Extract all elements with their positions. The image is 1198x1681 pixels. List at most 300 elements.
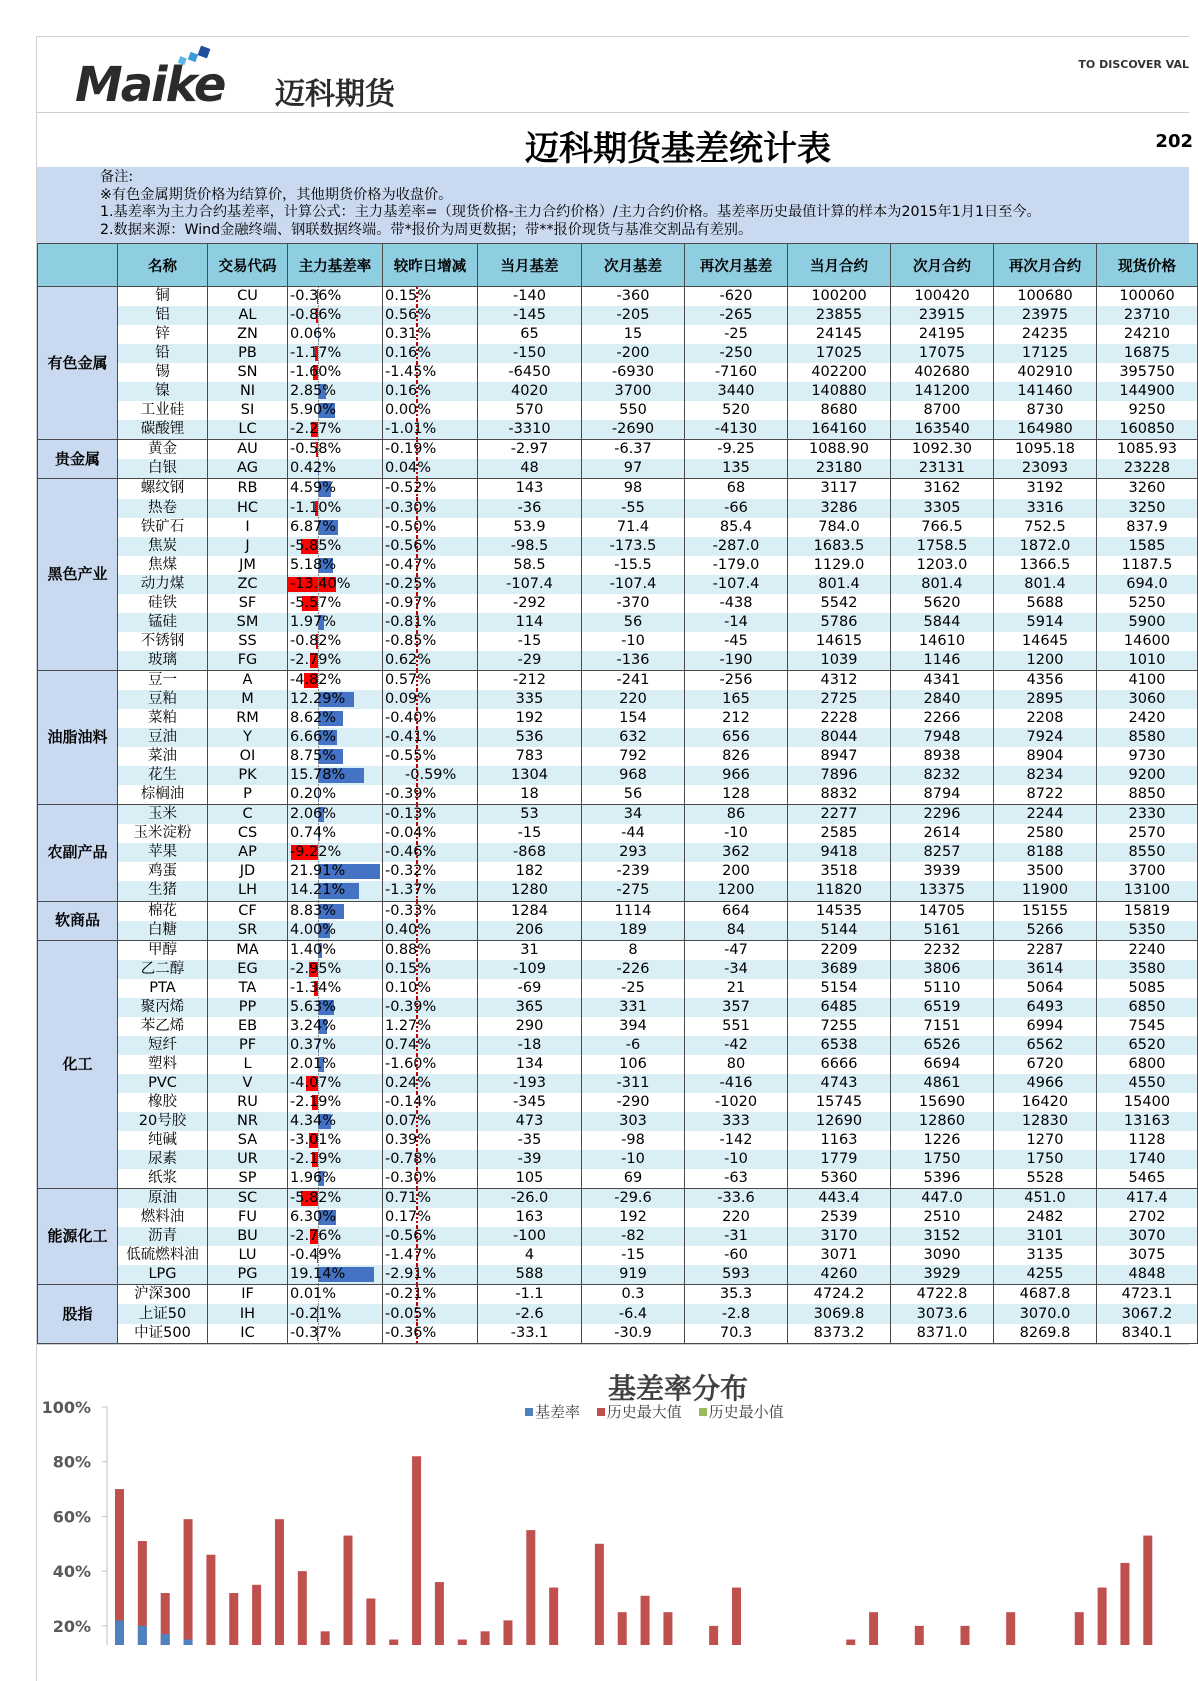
value-c1: 3689 bbox=[788, 960, 891, 979]
daily-change-value: 0.04% bbox=[385, 460, 431, 476]
basis-rate-cell bbox=[288, 1055, 383, 1074]
daily-change-cell bbox=[383, 1208, 478, 1227]
value-b2: -98 bbox=[582, 1131, 685, 1150]
value-c1: 3170 bbox=[788, 1227, 891, 1246]
value-spot: 3070 bbox=[1097, 1227, 1198, 1246]
max-bar bbox=[526, 1530, 535, 1645]
basis-rate-value: 0.06% bbox=[290, 326, 336, 342]
column-header-4: 较昨日增减 bbox=[383, 244, 478, 287]
value-c1: 1039 bbox=[788, 651, 891, 671]
max-bar bbox=[252, 1584, 261, 1644]
product-name: 上证50 bbox=[118, 1304, 208, 1323]
daily-change-value: 0.62% bbox=[385, 652, 431, 668]
y-tick-label: 60% bbox=[53, 1507, 91, 1526]
value-c2: 3939 bbox=[891, 862, 994, 881]
value-b2: -205 bbox=[582, 306, 685, 325]
value-c2: 5620 bbox=[891, 594, 994, 613]
value-spot: 5250 bbox=[1097, 594, 1198, 613]
table-row bbox=[38, 1055, 1198, 1074]
basis-rate-cell bbox=[288, 420, 383, 440]
basis-rate-cell bbox=[288, 499, 383, 518]
daily-change-cell bbox=[383, 1285, 478, 1305]
value-c3: 8188 bbox=[994, 843, 1097, 862]
value-c3: 1366.5 bbox=[994, 556, 1097, 575]
table-row bbox=[38, 1169, 1198, 1189]
value-c3: 1750 bbox=[994, 1150, 1097, 1169]
table-row bbox=[38, 901, 1198, 921]
value-spot: 3067.2 bbox=[1097, 1304, 1198, 1323]
value-b1: 163 bbox=[478, 1208, 582, 1227]
daily-change-value: -0.81% bbox=[385, 614, 436, 630]
value-c2: 1226 bbox=[891, 1131, 994, 1150]
basis-rate-value: 5.90% bbox=[290, 402, 336, 418]
value-c2: 12860 bbox=[891, 1112, 994, 1131]
trade-code: TA bbox=[208, 979, 288, 998]
value-spot: 5085 bbox=[1097, 979, 1198, 998]
value-c3: 3135 bbox=[994, 1246, 1097, 1265]
daily-change-value: 0.17% bbox=[385, 1209, 431, 1225]
product-name: 纯碱 bbox=[118, 1131, 208, 1150]
value-b1: 1280 bbox=[478, 881, 582, 901]
trade-code: SC bbox=[208, 1189, 288, 1209]
chart-title: 基差率分布 bbox=[37, 1367, 1189, 1407]
value-spot: 5900 bbox=[1097, 613, 1198, 632]
basis-rate-value: -3.01% bbox=[290, 1132, 341, 1148]
table-row bbox=[38, 766, 1198, 785]
daily-change-cell bbox=[383, 670, 478, 690]
max-bar bbox=[1075, 1612, 1084, 1645]
value-c2: 8794 bbox=[891, 785, 994, 805]
daily-change-cell bbox=[383, 940, 478, 960]
value-c2: 766.5 bbox=[891, 518, 994, 537]
product-name: 焦煤 bbox=[118, 556, 208, 575]
value-b2: 792 bbox=[582, 747, 685, 766]
value-b2: 1114 bbox=[582, 901, 685, 921]
value-b1: -6450 bbox=[478, 363, 582, 382]
basis-rate-value: -0.36% bbox=[290, 288, 341, 304]
trade-code: IC bbox=[208, 1324, 288, 1344]
value-b1: -100 bbox=[478, 1227, 582, 1246]
value-b2: 69 bbox=[582, 1169, 685, 1189]
column-header-1: 名称 bbox=[118, 244, 208, 287]
value-b3: 212 bbox=[685, 709, 788, 728]
value-b1: -18 bbox=[478, 1036, 582, 1055]
product-name: 沥青 bbox=[118, 1227, 208, 1246]
value-spot: 9250 bbox=[1097, 401, 1198, 420]
value-c3: 1872.0 bbox=[994, 537, 1097, 556]
value-c1: 12690 bbox=[788, 1112, 891, 1131]
value-b2: -6930 bbox=[582, 363, 685, 382]
daily-change-cell bbox=[383, 1227, 478, 1246]
basis-rate-cell bbox=[288, 979, 383, 998]
value-b2: 632 bbox=[582, 728, 685, 747]
daily-change-value: 0.16% bbox=[385, 383, 431, 399]
value-c2: 1146 bbox=[891, 651, 994, 671]
daily-change-cell bbox=[383, 921, 478, 941]
value-c2: 141200 bbox=[891, 382, 994, 401]
legend-label-rate: 基差率 bbox=[535, 1403, 580, 1421]
rate-bar bbox=[115, 1620, 124, 1645]
trade-code: FG bbox=[208, 651, 288, 671]
value-b3: 85.4 bbox=[685, 518, 788, 537]
trade-code: LC bbox=[208, 420, 288, 440]
value-c3: 402910 bbox=[994, 363, 1097, 382]
trade-code: L bbox=[208, 1055, 288, 1074]
value-c2: 17075 bbox=[891, 344, 994, 363]
basis-rate-value: 8.62% bbox=[290, 710, 336, 726]
value-c2: 2266 bbox=[891, 709, 994, 728]
value-b3: 357 bbox=[685, 998, 788, 1017]
basis-rate-value: 0.01% bbox=[290, 1286, 336, 1302]
value-b2: -370 bbox=[582, 594, 685, 613]
basis-rate-cell bbox=[288, 1324, 383, 1344]
value-spot: 15400 bbox=[1097, 1093, 1198, 1112]
value-spot: 9200 bbox=[1097, 766, 1198, 785]
value-c2: 2232 bbox=[891, 940, 994, 960]
basis-rate-value: -0.37% bbox=[290, 1325, 341, 1341]
value-b3: 68 bbox=[685, 479, 788, 499]
value-c2: 4722.8 bbox=[891, 1285, 994, 1305]
value-c1: 164160 bbox=[788, 420, 891, 440]
value-c1: 2585 bbox=[788, 824, 891, 843]
value-b2: 106 bbox=[582, 1055, 685, 1074]
y-tick-label: 40% bbox=[53, 1562, 91, 1581]
trade-code: AU bbox=[208, 440, 288, 460]
value-c2: 6519 bbox=[891, 998, 994, 1017]
value-c1: 402200 bbox=[788, 363, 891, 382]
value-b1: 290 bbox=[478, 1017, 582, 1036]
value-c2: 7151 bbox=[891, 1017, 994, 1036]
value-spot: 1740 bbox=[1097, 1150, 1198, 1169]
daily-change-value: 0.09% bbox=[385, 691, 431, 707]
value-c3: 3500 bbox=[994, 862, 1097, 881]
value-b1: 58.5 bbox=[478, 556, 582, 575]
value-b1: -140 bbox=[478, 287, 582, 307]
value-c3: 2287 bbox=[994, 940, 1097, 960]
value-c1: 17025 bbox=[788, 344, 891, 363]
value-c1: 4724.2 bbox=[788, 1285, 891, 1305]
daily-change-value: 0.16% bbox=[385, 345, 431, 361]
value-b3: 333 bbox=[685, 1112, 788, 1131]
basis-rate-cell bbox=[288, 363, 383, 382]
daily-change-cell bbox=[383, 479, 478, 499]
trade-code: JD bbox=[208, 862, 288, 881]
value-spot: 9730 bbox=[1097, 747, 1198, 766]
value-spot: 3260 bbox=[1097, 479, 1198, 499]
daily-change-cell bbox=[383, 325, 478, 344]
trade-code: SS bbox=[208, 632, 288, 651]
basis-rate-value: -13.40% bbox=[290, 576, 351, 592]
daily-change-cell bbox=[383, 556, 478, 575]
max-bar bbox=[366, 1598, 375, 1645]
value-b3: 826 bbox=[685, 747, 788, 766]
basis-rate-value: -4.82% bbox=[290, 672, 341, 688]
daily-change-cell bbox=[383, 1074, 478, 1093]
value-b2: 192 bbox=[582, 1208, 685, 1227]
max-bar bbox=[1098, 1587, 1107, 1644]
daily-change-cell bbox=[383, 998, 478, 1017]
max-bar bbox=[1120, 1563, 1129, 1645]
trade-code: C bbox=[208, 805, 288, 825]
value-b3: -60 bbox=[685, 1246, 788, 1265]
basis-rate-value: 12.29% bbox=[290, 691, 345, 707]
value-c3: 7924 bbox=[994, 728, 1097, 747]
daily-change-value: -0.25% bbox=[385, 576, 436, 592]
max-bar bbox=[229, 1593, 238, 1645]
table-row bbox=[38, 1112, 1198, 1131]
daily-change-value: -0.50% bbox=[385, 519, 436, 535]
basis-rate-cell bbox=[288, 440, 383, 460]
daily-change-value: 0.39% bbox=[385, 1132, 431, 1148]
value-spot: 2420 bbox=[1097, 709, 1198, 728]
max-bar bbox=[732, 1587, 741, 1644]
value-b1: 1304 bbox=[478, 766, 582, 785]
trade-code: ZC bbox=[208, 575, 288, 594]
column-header-7: 再次月基差 bbox=[685, 244, 788, 287]
max-bar bbox=[412, 1456, 421, 1645]
value-c1: 2277 bbox=[788, 805, 891, 825]
product-name: 原油 bbox=[118, 1189, 208, 1209]
value-b2: 293 bbox=[582, 843, 685, 862]
basis-rate-value: 19.14% bbox=[290, 1266, 345, 1282]
table-row bbox=[38, 306, 1198, 325]
value-b2: 550 bbox=[582, 401, 685, 420]
value-spot: 1585 bbox=[1097, 537, 1198, 556]
max-bar bbox=[458, 1639, 467, 1644]
product-name: 橡胶 bbox=[118, 1093, 208, 1112]
product-name: 镍 bbox=[118, 382, 208, 401]
rate-bar bbox=[161, 1634, 170, 1645]
daily-change-value: -1.37% bbox=[385, 882, 436, 898]
value-b2: -173.5 bbox=[582, 537, 685, 556]
basis-rate-value: 1.96% bbox=[290, 1170, 336, 1186]
daily-change-value: -0.56% bbox=[385, 538, 436, 554]
value-b1: 783 bbox=[478, 747, 582, 766]
trade-code: V bbox=[208, 1074, 288, 1093]
value-c3: 5914 bbox=[994, 613, 1097, 632]
value-c1: 3071 bbox=[788, 1246, 891, 1265]
value-b3: -66 bbox=[685, 499, 788, 518]
basis-rate-value: 0.74% bbox=[290, 825, 336, 841]
basis-rate-value: -0.21% bbox=[290, 1306, 341, 1322]
value-c1: 8947 bbox=[788, 747, 891, 766]
basis-rate-cell bbox=[288, 613, 383, 632]
value-b1: 48 bbox=[478, 459, 582, 479]
basis-rate-cell bbox=[288, 805, 383, 825]
daily-change-value: -0.32% bbox=[385, 863, 436, 879]
product-name: 苹果 bbox=[118, 843, 208, 862]
table-row bbox=[38, 556, 1198, 575]
value-spot: 395750 bbox=[1097, 363, 1198, 382]
basis-rate-value: -2.76% bbox=[290, 1228, 341, 1244]
value-c1: 6485 bbox=[788, 998, 891, 1017]
value-spot: 3700 bbox=[1097, 862, 1198, 881]
notes-box bbox=[37, 167, 1189, 243]
table-row bbox=[38, 862, 1198, 881]
value-b1: 192 bbox=[478, 709, 582, 728]
value-c3: 3614 bbox=[994, 960, 1097, 979]
value-c3: 6493 bbox=[994, 998, 1097, 1017]
product-name: 白糖 bbox=[118, 921, 208, 941]
value-c2: 8700 bbox=[891, 401, 994, 420]
value-c1: 100200 bbox=[788, 287, 891, 307]
daily-change-value: -0.56% bbox=[385, 1228, 436, 1244]
value-c2: 5110 bbox=[891, 979, 994, 998]
daily-change-cell bbox=[383, 344, 478, 363]
table-row bbox=[38, 1324, 1198, 1344]
product-name: 尿素 bbox=[118, 1150, 208, 1169]
daily-change-value: -0.55% bbox=[385, 748, 436, 764]
product-name: 燃料油 bbox=[118, 1208, 208, 1227]
daily-change-value: -0.39% bbox=[385, 786, 436, 802]
value-spot: 3060 bbox=[1097, 690, 1198, 709]
value-b2: -15.5 bbox=[582, 556, 685, 575]
value-c2: 3090 bbox=[891, 1246, 994, 1265]
value-b1: -69 bbox=[478, 979, 582, 998]
value-b1: -33.1 bbox=[478, 1324, 582, 1344]
max-bar bbox=[915, 1625, 924, 1644]
value-c2: 3152 bbox=[891, 1227, 994, 1246]
basis-rate-value: -4.07% bbox=[290, 1075, 341, 1091]
basis-rate-cell bbox=[288, 921, 383, 941]
basis-rate-value: 2.01% bbox=[290, 1056, 336, 1072]
daily-change-value: -0.40% bbox=[385, 710, 436, 726]
trade-code: P bbox=[208, 785, 288, 805]
value-c1: 8044 bbox=[788, 728, 891, 747]
value-c1: 6538 bbox=[788, 1036, 891, 1055]
basis-rate-cell bbox=[288, 1246, 383, 1265]
basis-rate-value: -0.49% bbox=[290, 1247, 341, 1263]
basis-rate-value: 6.66% bbox=[290, 729, 336, 745]
max-bar bbox=[503, 1620, 512, 1645]
trade-code: LH bbox=[208, 881, 288, 901]
daily-change-cell bbox=[383, 1017, 478, 1036]
daily-change-value: -0.85% bbox=[385, 633, 436, 649]
daily-change-cell bbox=[383, 1036, 478, 1055]
value-b2: -6.4 bbox=[582, 1304, 685, 1323]
value-c3: 2580 bbox=[994, 824, 1097, 843]
value-c2: 3162 bbox=[891, 479, 994, 499]
daily-change-value: -0.14% bbox=[385, 1094, 436, 1110]
daily-change-value: -0.30% bbox=[385, 500, 436, 516]
category-cell: 油脂油料 bbox=[38, 670, 118, 804]
basis-table bbox=[37, 243, 1198, 1344]
value-b1: 114 bbox=[478, 613, 582, 632]
value-b2: -107.4 bbox=[582, 575, 685, 594]
value-c2: 23131 bbox=[891, 459, 994, 479]
value-b3: -179.0 bbox=[685, 556, 788, 575]
basis-rate-cell bbox=[288, 690, 383, 709]
trade-code: SP bbox=[208, 1169, 288, 1189]
legend-label-min: 历史最小值 bbox=[709, 1403, 784, 1421]
value-c1: 1779 bbox=[788, 1150, 891, 1169]
value-c2: 163540 bbox=[891, 420, 994, 440]
trade-code: PF bbox=[208, 1036, 288, 1055]
value-b1: 31 bbox=[478, 940, 582, 960]
daily-change-cell bbox=[383, 499, 478, 518]
basis-rate-cell bbox=[288, 306, 383, 325]
product-name: 硅铁 bbox=[118, 594, 208, 613]
value-c1: 9418 bbox=[788, 843, 891, 862]
daily-change-cell bbox=[383, 785, 478, 805]
basis-rate-value: -1.17% bbox=[290, 345, 341, 361]
value-spot: 8340.1 bbox=[1097, 1324, 1198, 1344]
value-b1: 143 bbox=[478, 479, 582, 499]
basis-rate-cell bbox=[288, 728, 383, 747]
basis-rate-cell bbox=[288, 709, 383, 728]
daily-change-value: 0.15% bbox=[385, 288, 431, 304]
basis-rate-value: 8.75% bbox=[290, 748, 336, 764]
basis-rate-cell bbox=[288, 824, 383, 843]
trade-code: SM bbox=[208, 613, 288, 632]
value-c3: 6562 bbox=[994, 1036, 1097, 1055]
value-c3: 5528 bbox=[994, 1169, 1097, 1189]
value-b1: -292 bbox=[478, 594, 582, 613]
slogan: TO DISCOVER VAL bbox=[1078, 58, 1189, 71]
table-body bbox=[38, 287, 1198, 1344]
value-c1: 1129.0 bbox=[788, 556, 891, 575]
table-row bbox=[38, 1093, 1198, 1112]
value-c1: 8680 bbox=[788, 401, 891, 420]
value-c2: 13375 bbox=[891, 881, 994, 901]
value-b3: -4130 bbox=[685, 420, 788, 440]
daily-change-cell bbox=[383, 613, 478, 632]
value-c2: 2510 bbox=[891, 1208, 994, 1227]
basis-rate-cell bbox=[288, 901, 383, 921]
value-c3: 4966 bbox=[994, 1074, 1097, 1093]
value-b2: 919 bbox=[582, 1265, 685, 1285]
daily-change-cell bbox=[383, 1150, 478, 1169]
basis-rate-cell bbox=[288, 459, 383, 479]
value-b2: 303 bbox=[582, 1112, 685, 1131]
value-b3: -63 bbox=[685, 1169, 788, 1189]
product-name: PVC bbox=[118, 1074, 208, 1093]
report-header bbox=[37, 37, 1189, 113]
value-spot: 6800 bbox=[1097, 1055, 1198, 1074]
daily-change-value: -1.60% bbox=[385, 1056, 436, 1072]
basis-rate-cell bbox=[288, 518, 383, 537]
table-row bbox=[38, 1074, 1198, 1093]
daily-change-cell bbox=[383, 1112, 478, 1131]
value-c3: 6994 bbox=[994, 1017, 1097, 1036]
table-row bbox=[38, 518, 1198, 537]
basis-rate-cell bbox=[288, 382, 383, 401]
value-b3: 3440 bbox=[685, 382, 788, 401]
value-c3: 4356 bbox=[994, 670, 1097, 690]
product-name: LPG bbox=[118, 1265, 208, 1285]
value-c3: 8730 bbox=[994, 401, 1097, 420]
value-c3: 12830 bbox=[994, 1112, 1097, 1131]
value-c3: 14645 bbox=[994, 632, 1097, 651]
value-b2: -239 bbox=[582, 862, 685, 881]
value-spot: 100060 bbox=[1097, 287, 1198, 307]
value-b2: 15 bbox=[582, 325, 685, 344]
max-bar bbox=[1006, 1612, 1015, 1645]
trade-code: M bbox=[208, 690, 288, 709]
daily-change-cell bbox=[383, 766, 478, 785]
trade-code: EG bbox=[208, 960, 288, 979]
value-c3: 8234 bbox=[994, 766, 1097, 785]
value-b3: 1200 bbox=[685, 881, 788, 901]
value-b2: 331 bbox=[582, 998, 685, 1017]
daily-change-cell bbox=[383, 363, 478, 382]
trade-code: CF bbox=[208, 901, 288, 921]
basis-rate-cell bbox=[288, 287, 383, 307]
trade-code: MA bbox=[208, 940, 288, 960]
value-b2: 8 bbox=[582, 940, 685, 960]
trade-code: OI bbox=[208, 747, 288, 766]
table-row bbox=[38, 1246, 1198, 1265]
